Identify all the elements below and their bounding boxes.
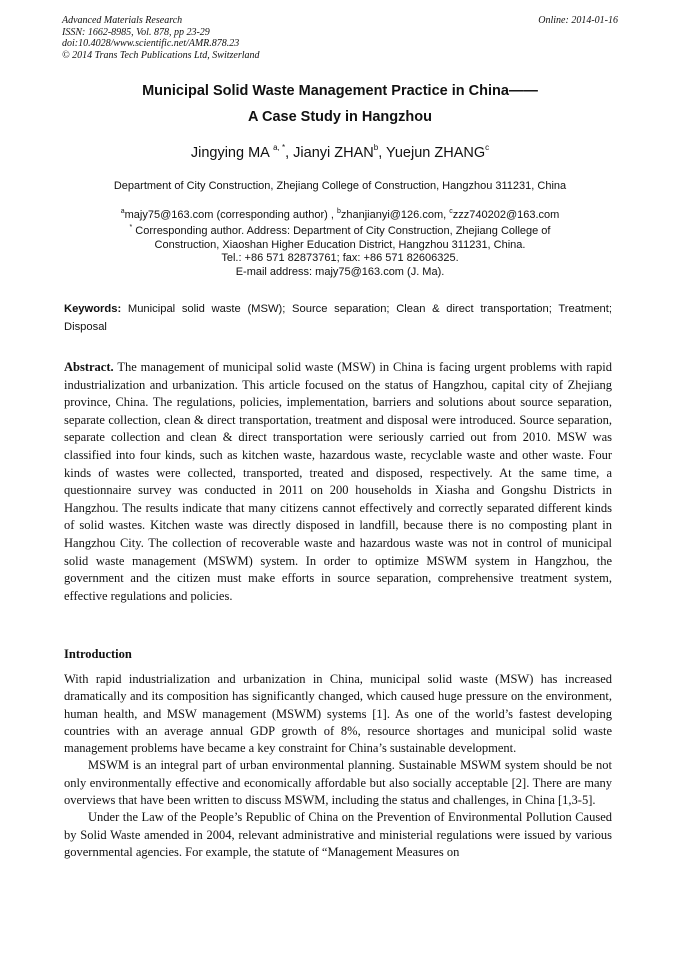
introduction-paragraph-1: With rapid industrialization and urbanization in China, municipal solid waste (MSW) has increased dramatically and its composition has significantly changed, which caused huge pressure on the environment, human health, and MSW management (MSWM) systems [1]. As one of the world’s fastest developing countries with an average annual GDP growth of 8%, resource shortages and municipal solid waste management problems have became a key constraint for China’s sustainable development. xyxy=(64,672,612,756)
journal-header xyxy=(62,15,618,61)
author-separator: , xyxy=(378,145,386,161)
keywords-text: Municipal solid waste (MSW); Source separation; Clean & direct transportation; Treatment; Disposal xyxy=(64,303,612,333)
email-mark-b: b xyxy=(336,208,341,215)
author-1-affil-mark: a, * xyxy=(273,143,286,152)
corresponding-line-4: E-mail address: majy75@163.com (J. Ma). xyxy=(235,265,445,278)
email-c: zzz740202@163.com xyxy=(452,209,560,221)
corresponding-line-1: Corresponding author. Address: Department of City Construction, Zhejiang College of xyxy=(132,225,551,237)
email-b: zhanjianyi@126.com, xyxy=(340,209,450,221)
author-3-name: Yuejun ZHANG xyxy=(385,145,486,161)
corresponding-line-2: Construction, Xiaoshan Higher Education District, Hangzhou 311231, China. xyxy=(154,238,526,251)
paper-title-line-1: Municipal Solid Waste Management Practice in China—— xyxy=(142,83,538,99)
introduction-paragraph-3: Under the Law of the People’s Republic of China on the Prevention of Environmental Pollution Caused by Solid Waste amended in 2004, relevant administrative and ministerial regulations were issued by various governmental agencies. For example, the statute of “Management Measures on xyxy=(64,810,612,859)
paper-title-line-2: A Case Study in Hangzhou xyxy=(248,109,432,125)
author-1-name: Jingying MA xyxy=(190,145,270,161)
email-mark-a: a xyxy=(120,208,125,215)
section-heading-introduction: Introduction xyxy=(64,647,132,661)
author-emails xyxy=(62,205,618,223)
author-separator: , xyxy=(285,145,294,161)
journal-doi: doi:10.4028/www.scientific.net/AMR.878.23 xyxy=(62,38,240,49)
corresponding-mark: * xyxy=(129,224,133,231)
introduction-body xyxy=(64,671,612,861)
email-mark-c: c xyxy=(449,208,453,215)
journal-copyright: © 2014 Trans Tech Publications Ltd, Switzerland xyxy=(62,49,260,61)
affiliation: Department of City Construction, Zhejiang College of Construction, Hangzhou 311231, China xyxy=(113,180,567,192)
abstract-label: Abstract. xyxy=(64,360,114,374)
introduction-paragraph-2: MSWM is an integral part of urban environmental planning. Sustainable MSWM system should be not only environmentally effective and economically affordable but also socially acceptable [2]. There are many overviews that have been written to discuss MSWM, including the status and challenges, in China [1,3-5]. xyxy=(64,758,612,808)
abstract xyxy=(64,359,612,605)
corresponding-author-note xyxy=(62,221,618,279)
keywords-label: Keywords: xyxy=(64,303,122,315)
abstract-text: The management of municipal solid waste (MSW) in China is facing urgent problems with rapid industrialization and urbanization. This article focused on the status of Hangzhou, capital city of Zhejiang province, China. The regulations, policies, implementation, barriers and solutions about source separation, separate collection, clean & direct transportation, treatment and disposal were introduced. Source separation, separate collection and clean & direct transportation were seriously carried out from 2010. MSW was classified into four kinds, such as kitchen waste, hazardous waste, recyclable waste and other waste. Four kinds of wastes were collected, transported, treated and disposed, respectively. At the same time, a questionnaire survey was conducted in 2011 on 200 households in Xiasha and Gongshu Districts in Hangzhou. The results indicate that many citizens cannot effectively and correctly separated different kinds of solid wastes. Kitchen waste was directly disposed in landfill, because there is no composting plant in Hangzhou City. The collection of recoverable waste and hazardous waste was not in control of municipal solid waste management (MSWM) system. In order to optimize MSWM system in Hangzhou, the government and the citizen must make efforts in source separation, comprehensive treatment system, effective regulations and policies. xyxy=(64,360,612,603)
email-a: majy75@163.com (corresponding author) , xyxy=(124,209,337,221)
online-date: Online: 2014-01-16 xyxy=(538,15,618,26)
author-3-affil-mark: c xyxy=(485,143,490,152)
author-list xyxy=(62,143,618,161)
author-2-name: Jianyi ZHAN xyxy=(293,145,374,161)
keywords xyxy=(64,301,612,336)
journal-name: Advanced Materials Research xyxy=(62,15,183,26)
author-2-affil-mark: b xyxy=(373,143,379,152)
journal-issn: ISSN: 1662-8985, Vol. 878, pp 23-29 xyxy=(62,26,210,38)
corresponding-line-3: Tel.: +86 571 82873761; fax: +86 571 82606325. xyxy=(221,252,459,264)
